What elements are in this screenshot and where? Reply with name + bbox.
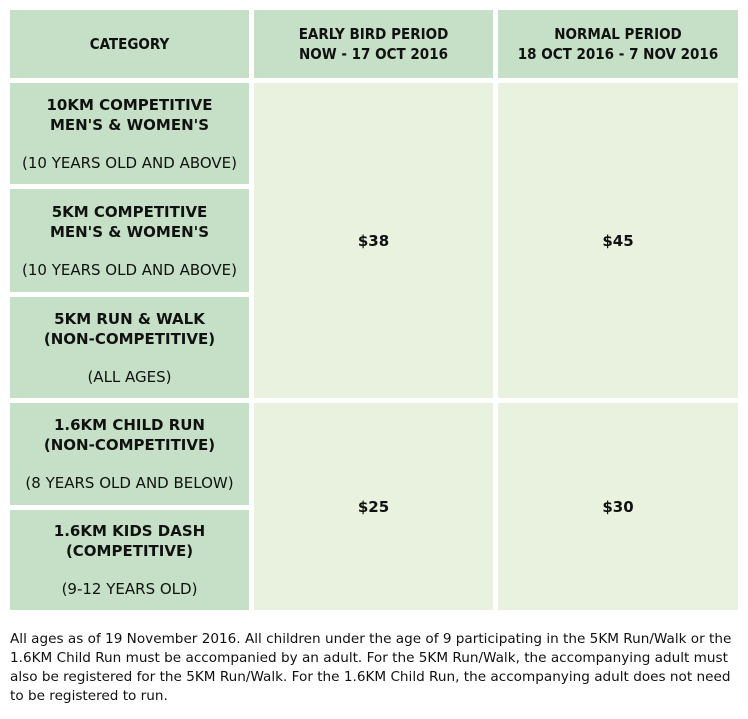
price-adult-early-bird: [254, 83, 493, 398]
header-category-label: CATEGORY: [89, 35, 170, 53]
price-value: $38: [357, 231, 390, 250]
header-normal-line1: NORMAL PERIOD: [554, 25, 682, 43]
header-early-bird-line1: EARLY BIRD PERIOD: [298, 25, 449, 43]
category-title-line2: (COMPETITIVE): [65, 542, 194, 560]
header-normal: [498, 10, 738, 78]
category-title-line2: MEN'S & WOMEN'S: [49, 222, 210, 241]
category-5km-competitive: [10, 189, 249, 292]
price-value: $30: [602, 497, 634, 516]
price-value: $25: [357, 497, 390, 516]
header-category: [10, 10, 249, 78]
category-title-line2: (NON-COMPETITIVE): [43, 436, 216, 454]
price-child-normal: [498, 403, 738, 610]
category-age-range: (8 YEARS OLD AND BELOW): [25, 474, 234, 492]
header-early-bird-line2: NOW - 17 OCT 2016: [299, 45, 448, 63]
category-title-line1: 5KM RUN & WALK: [54, 309, 205, 328]
category-title-line1: 1.6KM CHILD RUN: [53, 416, 205, 434]
category-title-line2: (NON-COMPETITIVE): [43, 329, 216, 348]
category-age-range: (9-12 YEARS OLD): [61, 580, 198, 598]
header-normal-line2: 18 OCT 2016 - 7 NOV 2016: [517, 45, 719, 63]
price-value: $45: [602, 231, 634, 250]
category-age-range: (ALL AGES): [87, 367, 172, 386]
category-age-range: (10 YEARS OLD AND ABOVE): [21, 260, 238, 279]
category-age-range: (10 YEARS OLD AND ABOVE): [21, 153, 238, 172]
category-1-6km-kids-dash: [10, 510, 249, 610]
category-title-line2: MEN'S & WOMEN'S: [49, 115, 210, 134]
footnote: All ages as of 19 November 2016. All children under the age of 9 participating in the 5KM Run/Walk or the 1.6KM Child Run must be accompanied by an adult. For the 5KM Run/Walk, the accompanying adult must also be registered for the 5KM Run/Walk. For the 1.6KM Child Run, the accompanying adult does not need to be registered to run.: [10, 631, 732, 704]
category-title-line1: 1.6KM KIDS DASH: [53, 522, 206, 540]
category-10km-competitive: [10, 83, 249, 184]
category-title-line1: 5KM COMPETITIVE: [51, 202, 208, 221]
price-adult-normal: [498, 83, 738, 398]
price-child-early-bird: [254, 403, 493, 610]
category-1-6km-child-run: [10, 403, 249, 505]
category-title-line1: 10KM COMPETITIVE: [46, 95, 213, 114]
category-5km-run-walk: [10, 297, 249, 398]
header-early-bird: [254, 10, 493, 78]
